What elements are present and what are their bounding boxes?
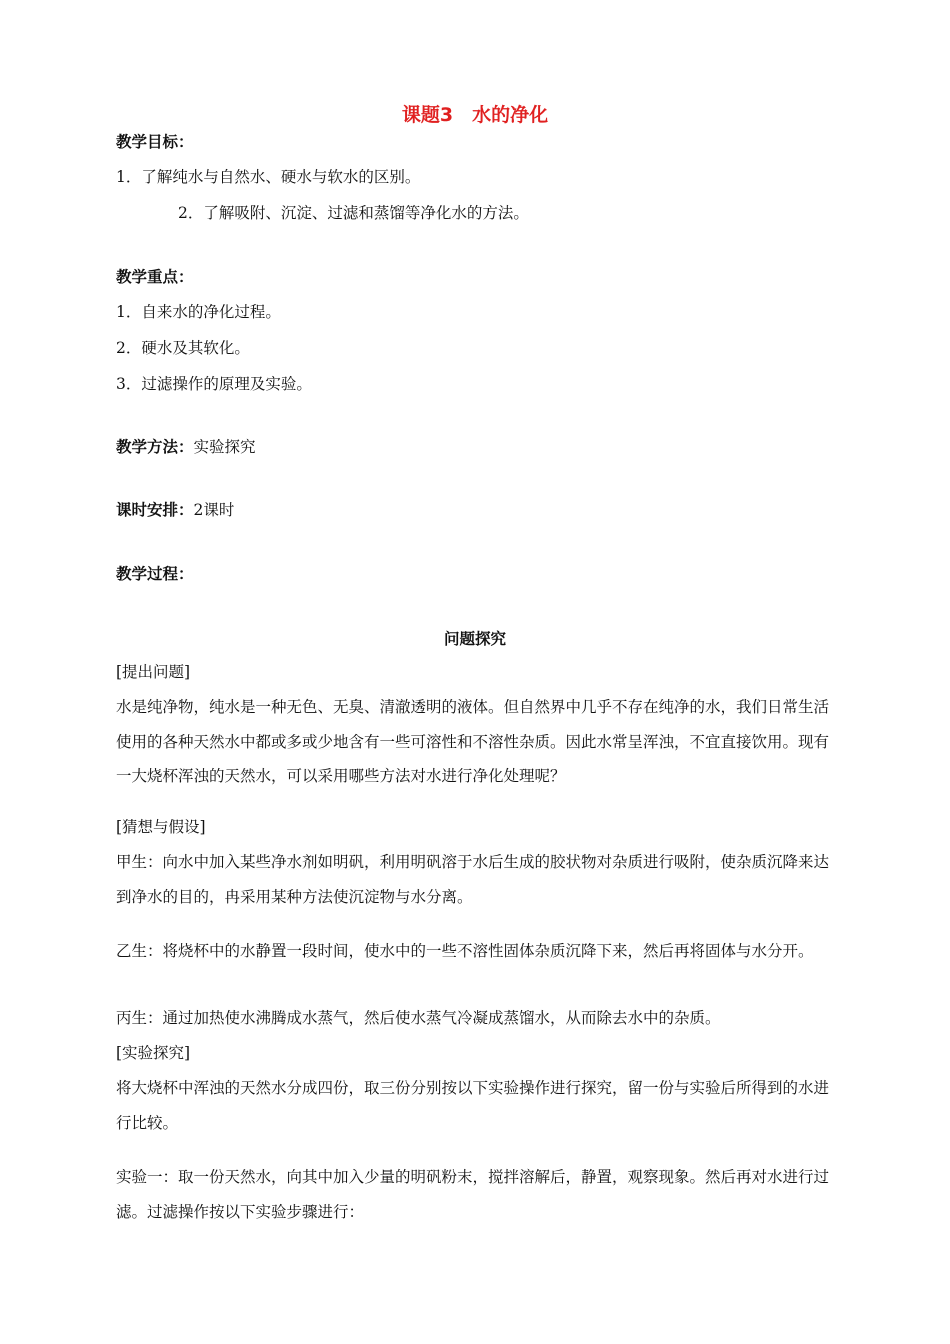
key-points-heading: 教学重点：	[116, 267, 194, 286]
method-line	[116, 437, 256, 457]
question-tag: [提出问题]	[116, 663, 191, 681]
method-value: 实验探究	[193, 438, 256, 456]
method-label: 教学方法：	[116, 437, 194, 456]
schedule-line	[116, 500, 234, 520]
inquiry-heading: 问题探究	[443, 629, 506, 648]
process-heading: 教学过程：	[116, 564, 194, 583]
objectives-heading: 教学目标：	[116, 132, 194, 151]
student-a-paragraph: 甲生：向水中加入某些净水剂如明矾，利用明矾溶于水后生成的胶状物对杂质进行吸附，使杂质沉降来达到净水的目的，冉采用某种方法使沉淀物与水分离。	[116, 853, 830, 906]
objective-item-2: 2．了解吸附、沉淀、过滤和蒸馏等净化水的方法。	[178, 204, 529, 222]
key-point-item-1: 1．自来水的净化过程。	[116, 303, 281, 321]
key-point-item-3: 3．过滤操作的原理及实验。	[116, 375, 312, 393]
experiment-tag: [实验探究]	[116, 1044, 191, 1062]
page-title: 课题3 水的净化	[401, 104, 549, 126]
experiment-one-paragraph: 实验一：取一份天然水，向其中加入少量的明矾粉末，搅拌溶解后，静置，观察现象。然后再对水进行过滤。过滤操作按以下实验步骤进行：	[116, 1168, 830, 1221]
question-paragraph: 水是纯净物，纯水是一种无色、无臭、清澈透明的液体。但自然界中几乎不存在纯净的水，我们日常生活使用的各种天然水中都或多或少地含有一些可溶性和不溶性杂质。因此水常呈浑浊，不宜直接饮用。现有一大烧杯浑浊的天然水，可以采用哪些方法对水进行净化处理呢？	[116, 698, 830, 785]
student-c-paragraph: 丙生：通过加热使水沸腾成水蒸气，然后使水蒸气冷凝成蒸馏水，从而除去水中的杂质。	[116, 1009, 721, 1027]
experiment-intro-paragraph: 将大烧杯中浑浊的天然水分成四份，取三份分别按以下实验操作进行探究，留一份与实验后所得到的水进行比较。	[116, 1079, 830, 1132]
key-point-item-2: 2．硬水及其软化。	[116, 339, 250, 357]
objective-item-1: 1．了解纯水与自然水、硬水与软水的区别。	[116, 168, 421, 186]
student-b-paragraph: 乙生：将烧杯中的水静置一段时间，使水中的一些不溶性固体杂质沉降下来，然后再将固体与水分开。	[116, 942, 814, 960]
schedule-label: 课时安排：	[116, 500, 194, 519]
hypothesis-tag: [猜想与假设]	[116, 818, 206, 836]
schedule-value: 2课时	[193, 501, 235, 519]
